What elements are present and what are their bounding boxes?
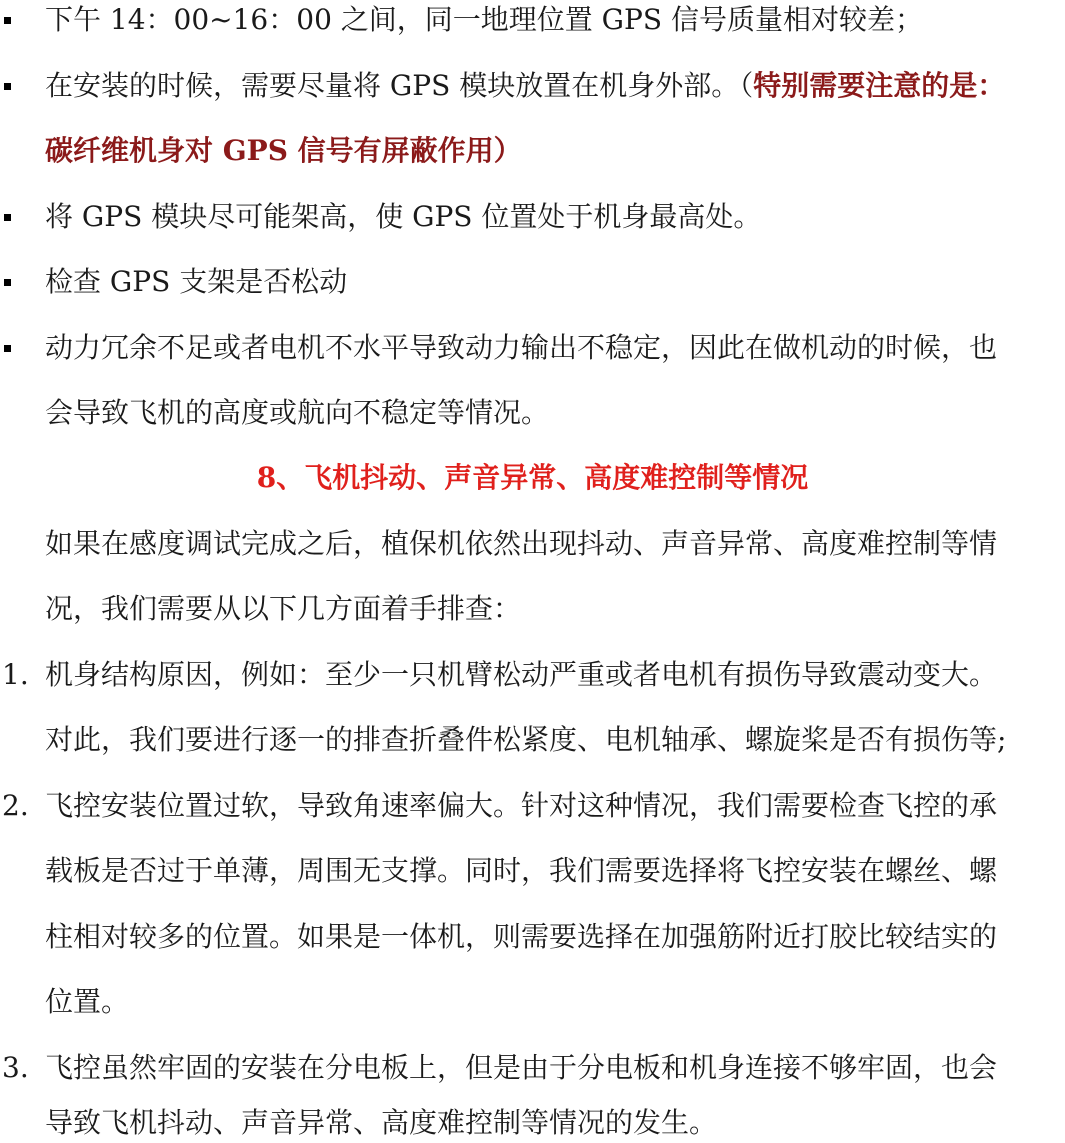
numbered-item-line: 飞控虽然牢固的安装在分电板上，但是由于分电板和机身连接不够牢固，也会 <box>45 1051 998 1084</box>
bullet-marker <box>4 345 11 352</box>
emphasis-note: 特别需要注意的是： <box>753 69 1006 102</box>
bullet-marker <box>4 17 11 24</box>
intro-paragraph-line: 况，我们需要从以下几方面着手排查： <box>45 592 522 625</box>
emphasis-note-continuation: 碳纤维机身对 GPS 信号有屏蔽作用） <box>45 134 522 167</box>
bullet-marker <box>4 83 11 90</box>
intro-paragraph-line: 如果在感度调试完成之后，植保机依然出现抖动、声音异常、高度难控制等情 <box>45 527 998 560</box>
bullet-marker <box>4 214 11 221</box>
bullet-marker <box>4 279 11 286</box>
bullet-item-text: 在安装的时候，需要尽量将 GPS 模块放置在机身外部。（ <box>45 69 754 102</box>
numbered-item-line: 载板是否过于单薄，周围无支撑。同时，我们需要选择将飞控安装在螺丝、螺 <box>45 854 998 887</box>
numbered-item-line: 飞控安装位置过软，导致角速率偏大。针对这种情况，我们需要检查飞控的承 <box>45 789 998 822</box>
bullet-item-gps-bracket: 检查 GPS 支架是否松动 <box>45 265 348 298</box>
bullet-item-gps-height: 将 GPS 模块尽可能架高，使 GPS 位置处于机身最高处。 <box>45 200 762 233</box>
section-heading: 8、飞机抖动、声音异常、高度难控制等情况 <box>256 461 809 494</box>
list-number: 3. <box>2 1051 29 1084</box>
numbered-item-line: 柱相对较多的位置。如果是一体机，则需要选择在加强筋附近打胶比较结实的 <box>45 920 998 953</box>
bullet-item-power-redundancy: 动力冗余不足或者电机不水平导致动力输出不稳定，因此在做机动的时候，也 <box>45 331 998 364</box>
list-number: 2. <box>2 789 29 822</box>
bullet-item-gps-time: 下午 14：00~16：00 之间，同一地理位置 GPS 信号质量相对较差； <box>45 3 923 36</box>
numbered-item-line: 位置。 <box>45 985 130 1018</box>
bullet-item-power-redundancy-continuation: 会导致飞机的高度或航向不稳定等情况。 <box>45 396 550 429</box>
numbered-item-line: 导致飞机抖动、声音异常、高度难控制等情况的发生。 <box>45 1106 718 1139</box>
bullet-item-gps-placement <box>45 66 1005 106</box>
numbered-item-line: 机身结构原因，例如：至少一只机臂松动严重或者电机有损伤导致震动变大。 <box>45 658 998 691</box>
numbered-item-line: 对此，我们要进行逐一的排查折叠件松紧度、电机轴承、螺旋桨是否有损伤等; <box>45 723 1007 756</box>
list-number: 1. <box>2 658 29 691</box>
